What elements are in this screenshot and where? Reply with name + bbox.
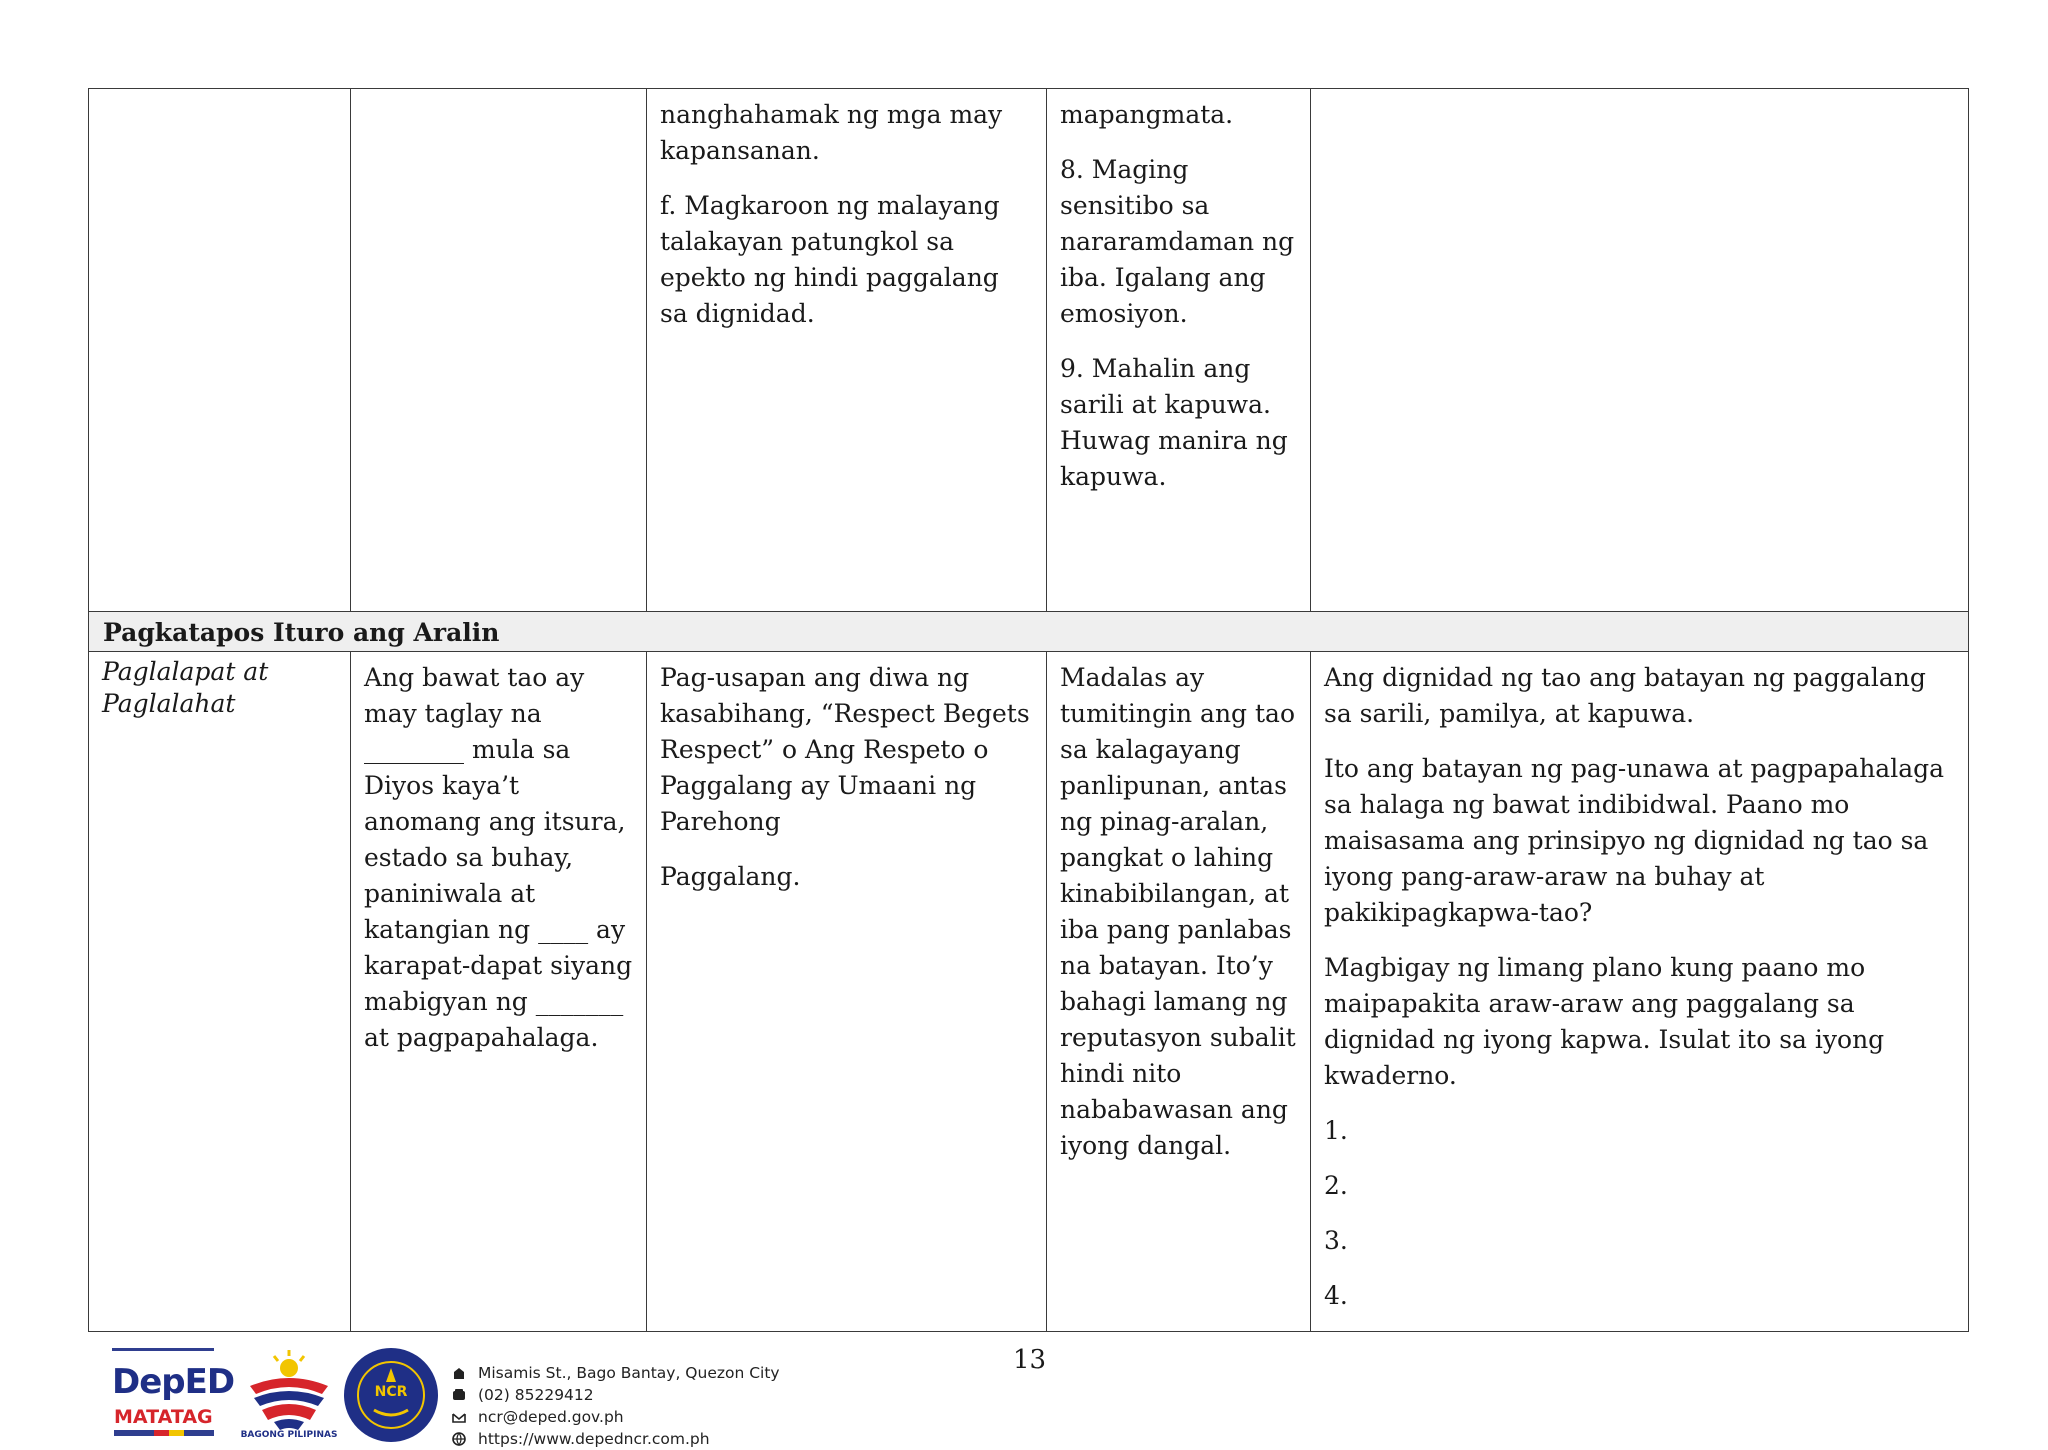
table-row [89, 89, 1969, 612]
address-text: Misamis St., Bago Bantay, Quezon City [478, 1364, 780, 1382]
section-heading: Pagkatapos Ituro ang Aralin [89, 612, 1969, 652]
deped-logo-text: DepED [112, 1362, 235, 1402]
cell-paragraph: Ang dignidad ng tao ang batayan ng paggalang sa sarili, pamilya, at kapuwa. [1324, 663, 1926, 728]
matatag-text: MATATAG [114, 1406, 213, 1428]
phone-text: (02) 85229412 [478, 1386, 594, 1404]
globe-icon [452, 1432, 466, 1446]
cell-paragraph: Paggalang. [660, 862, 801, 891]
cell-paragraph: mapangmata. [1060, 100, 1234, 129]
list-item: 3. [1324, 1226, 1348, 1255]
table-cell [647, 652, 1047, 1332]
logo-rule [112, 1348, 214, 1351]
cell-paragraph: Ang bawat tao ay may taglay na ________ mula sa Diyos kaya’t anomang ang itsura, estado sa buhay, paniniwala at katangian ng ____ ay karapat-dapat siyang mabigyan ng _______ at pagpapahalaga. [364, 663, 633, 1052]
email-text: ncr@deped.gov.ph [478, 1408, 624, 1426]
website-row [452, 1428, 780, 1450]
email-icon [452, 1410, 466, 1424]
contact-info [452, 1362, 780, 1450]
table-cell [647, 89, 1047, 612]
table-cell [1047, 89, 1311, 612]
cell-paragraph: 8. Maging sensitibo sa nararamdaman ng iba. Igalang ang emosiyon. [1060, 155, 1295, 328]
email-row [452, 1406, 780, 1428]
table-cell [1311, 652, 1969, 1332]
table-cell [89, 89, 351, 612]
stage-label: Paglalapat at Paglalahat [89, 652, 351, 1332]
phone-row [452, 1384, 780, 1406]
lesson-plan-table [88, 88, 1969, 1332]
cell-paragraph: nanghahamak ng mga may kapansanan. [660, 100, 1003, 165]
deped-matatag-logo [108, 1348, 235, 1444]
department-of-education-seal [342, 1346, 440, 1444]
list-item: 1. [1324, 1116, 1348, 1145]
cell-paragraph: Ito ang batayan ng pag-unawa at pagpapahalaga sa halaga ng bawat indibidwal. Paano mo maisasama ang prinsipyo ng dignidad ng tao sa iyong pang-araw-araw na buhay at pakikipagkapwa-tao? [1324, 754, 1945, 927]
list-item: 2. [1324, 1171, 1348, 1200]
table-cell [1311, 89, 1969, 612]
address-row [452, 1362, 780, 1384]
cell-paragraph: 9. Mahalin ang sarili at kapuwa. Huwag manira ng kapuwa. [1060, 354, 1288, 491]
cell-paragraph: f. Magkaroon ng malayang talakayan patungkol sa epekto ng hindi paggalang sa dignidad. [660, 191, 1000, 328]
table-cell [351, 652, 647, 1332]
table-row [89, 652, 1969, 1332]
list-item: 4. [1324, 1281, 1348, 1310]
section-heading-row [89, 612, 1969, 652]
table-cell [351, 89, 647, 612]
cell-paragraph: Pag-usapan ang diwa ng kasabihang, “Respect Begets Respect” o Ang Respeto o Paggalang ay Umaani ng Parehong [660, 663, 1030, 836]
matatag-stripe [114, 1430, 214, 1436]
seal-text: NCR [374, 1384, 408, 1400]
bagong-pilipinas-text: BAGONG PILIPINAS [240, 1430, 338, 1440]
website-link[interactable]: https://www.depedncr.com.ph [478, 1430, 710, 1448]
cell-paragraph: Madalas ay tumitingin ang tao sa kalagayang panlipunan, antas ng pinag-aralan, pangkat o lahing kinabibilangan, at iba pang panlabas na batayan. Ito’y bahagi lamang ng reputasyon subalit hindi nito nababawasan ang iyong dangal. [1060, 663, 1296, 1160]
page-number: 13 [1013, 1345, 1047, 1375]
table-cell [1047, 652, 1311, 1332]
bagong-pilipinas-logo [236, 1348, 342, 1444]
building-icon [452, 1366, 466, 1380]
cell-paragraph: Magbigay ng limang plano kung paano mo maipapakita araw-araw ang paggalang sa dignidad ng iyong kapwa. Isulat ito sa iyong kwaderno. [1324, 953, 1885, 1090]
phone-icon [452, 1388, 466, 1402]
bagong-pilipinas-emblem-icon [236, 1348, 342, 1432]
